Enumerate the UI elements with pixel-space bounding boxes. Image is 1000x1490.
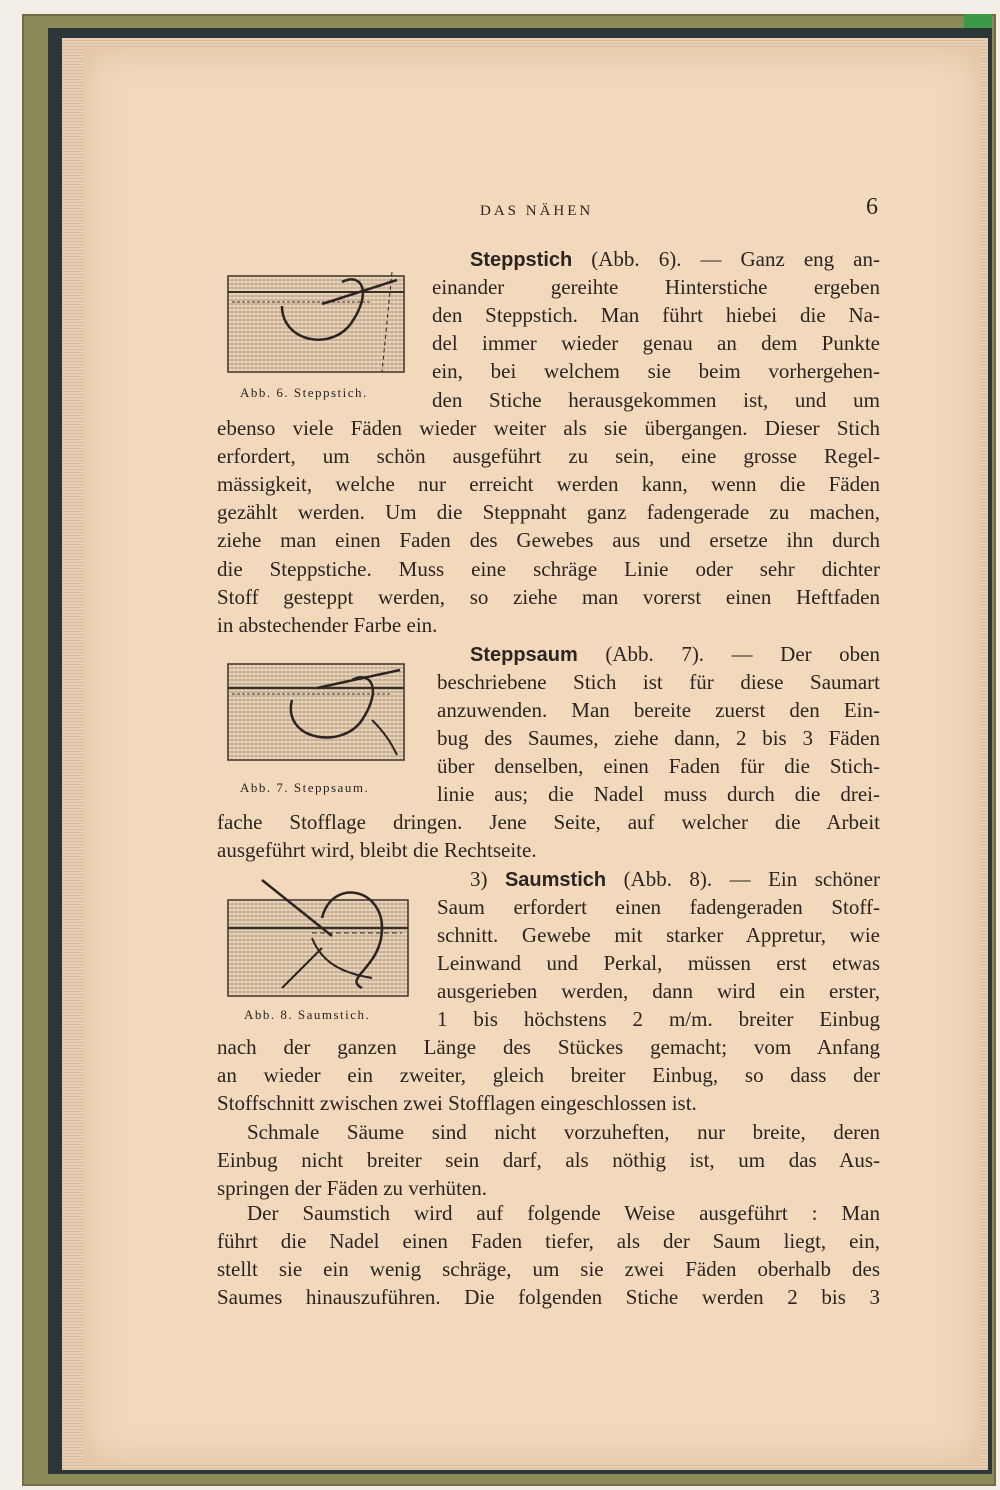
heading-steppstich: Steppstich xyxy=(470,249,573,271)
figure-steppsaum xyxy=(222,650,412,770)
body-line: nach der ganzen Länge des Stückes gemacht; vom Anfang xyxy=(217,1035,880,1059)
body-line: Der Saumstich wird auf folgende Weise ausgeführt : Man xyxy=(247,1201,880,1225)
body-line: Leinwand und Perkal, müssen erst etwas xyxy=(437,951,880,975)
body-line: springen der Fäden zu verhüten. xyxy=(217,1176,487,1200)
body-line: ausgeführt wird, bleibt die Rechtseite. xyxy=(217,838,537,862)
body-line: in abstechender Farbe ein. xyxy=(217,613,438,637)
body-line: die Steppstiche. Muss eine schräge Linie oder sehr dichter xyxy=(217,557,880,581)
body-line: del immer wieder genau an dem Punkte xyxy=(432,331,880,355)
body-line: erfordert, um schön ausgeführt zu sein, eine grosse Regel- xyxy=(217,444,880,468)
body-line: anzuwenden. Man bereite zuerst den Ein- xyxy=(437,698,880,722)
body-line: Stoffschnitt zwischen zwei Stofflagen eingeschlossen ist. xyxy=(217,1091,697,1115)
heading-steppsaum: Steppsaum xyxy=(470,644,578,666)
body-line: beschriebene Stich ist für diese Saumart xyxy=(437,670,880,694)
body-line: schnitt. Gewebe mit starker Appretur, wie xyxy=(437,923,880,947)
body-line: an wieder ein zweiter, gleich breiter Einbug, so dass der xyxy=(217,1063,880,1087)
body-line: gezählt werden. Um die Steppnaht ganz fadengerade zu machen, xyxy=(217,500,880,524)
body-line: ein, bei welchem sie beim vorhergehen- xyxy=(432,359,880,383)
page-number: 6 xyxy=(866,194,878,220)
body-line: Einbug nicht breiter sein darf, als nöthig ist, um das Aus- xyxy=(217,1148,880,1172)
body-line: Stoff gesteppt werden, so ziehe man vorerst einen Heftfaden xyxy=(217,585,880,609)
body-line: Steppstich (Abb. 6). — Ganz eng an- xyxy=(470,247,880,271)
body-line: einander gereihte Hinterstiche ergeben xyxy=(432,275,880,299)
body-line: den Steppstich. Man führt hiebei die Na- xyxy=(432,303,880,327)
body-line: stellt sie ein wenig schräge, um sie zwei Fäden oberhalb des xyxy=(217,1257,880,1281)
body-line: Saum erfordert einen fadengeraden Stoff- xyxy=(437,895,880,919)
body-line: über denselben, einen Faden für die Stich- xyxy=(437,754,880,778)
body-line: linie aus; die Nadel muss durch die drei- xyxy=(437,782,880,806)
body-line: mässigkeit, welche nur erreicht werden kann, wenn die Fäden xyxy=(217,472,880,496)
body-line: Schmale Säume sind nicht vorzuheften, nur breite, deren xyxy=(247,1120,880,1144)
figure-caption: Abb. 7. Steppsaum. xyxy=(240,780,370,795)
body-line: fache Stofflage dringen. Jene Seite, auf welcher die Arbeit xyxy=(217,810,880,834)
figure-saumstich xyxy=(222,878,414,1000)
body-line: Steppsaum (Abb. 7). — Der oben xyxy=(470,642,880,666)
body-line: 1 bis höchstens 2 m/m. breiter Einbug xyxy=(437,1007,880,1031)
figure-steppstich xyxy=(222,262,412,382)
body-line: ausgerieben werden, dann wird ein erster, xyxy=(437,979,880,1003)
body-line: Saumes hinauszuführen. Die folgenden Stiche werden 2 bis 3 xyxy=(217,1285,880,1309)
figure-caption: Abb. 8. Saumstich. xyxy=(244,1007,371,1022)
body-line: führt die Nadel einen Faden tiefer, als der Saum liegt, ein, xyxy=(217,1229,880,1253)
body-line: ebenso viele Fäden wieder weiter als sie übergangen. Dieser Stich xyxy=(217,416,880,440)
body-line: ziehe man einen Faden des Gewebes aus und ersetze ihn durch xyxy=(217,528,880,552)
body-line: 3) Saumstich (Abb. 8). — Ein schöner xyxy=(470,867,880,891)
figure-caption: Abb. 6. Steppstich. xyxy=(240,385,368,400)
heading-saumstich: Saumstich xyxy=(504,869,607,891)
body-line: den Stiche herausgekommen ist, und um xyxy=(432,388,880,412)
running-head: DAS NÄHEN xyxy=(480,203,594,219)
body-line: bug des Saumes, ziehe dann, 2 bis 3 Fäden xyxy=(437,726,880,750)
